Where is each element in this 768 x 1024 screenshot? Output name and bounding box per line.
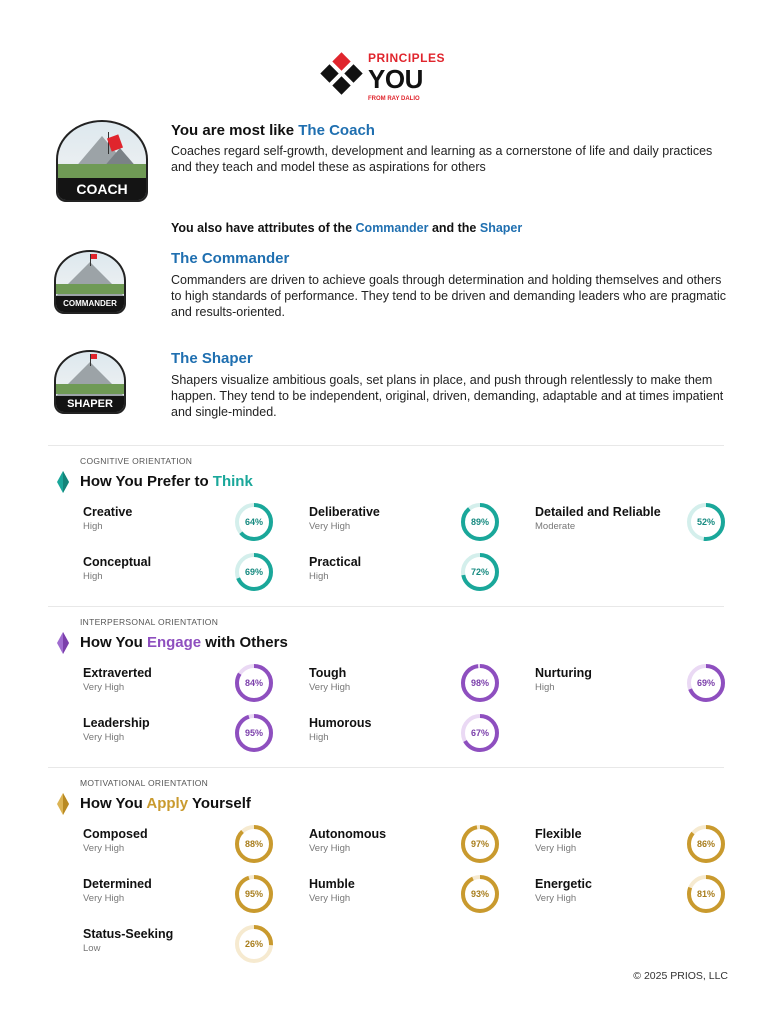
trait-percent: 69% (696, 678, 715, 688)
section-eyebrow: COGNITIVE ORIENTATION (80, 456, 193, 466)
trait-name: Conceptual (83, 555, 152, 569)
trait-score-ring (233, 501, 275, 543)
gold-diamond-icon (57, 793, 69, 815)
trait-item (309, 555, 509, 599)
also-middle: and the (428, 221, 480, 235)
purple-diamond-icon (57, 632, 69, 654)
trait-percent: 69% (244, 567, 263, 577)
trait-score-ring (233, 923, 275, 965)
trait-item (535, 827, 735, 871)
trait-level: Low (83, 943, 101, 954)
trait-name: Flexible (535, 827, 582, 841)
trait-score-ring (459, 551, 501, 593)
trait-item (535, 877, 735, 921)
trait-name: Status-Seeking (83, 927, 174, 941)
trait-item (83, 505, 283, 549)
brand-top: PRINCIPLES (368, 51, 446, 65)
also-second-archetype: Shaper (479, 221, 523, 235)
section-eyebrow: INTERPERSONAL ORIENTATION (80, 617, 219, 627)
trait-score-ring (685, 823, 727, 865)
trait-name: Autonomous (309, 827, 387, 841)
trait-name: Leadership (83, 716, 150, 730)
trait-level: Very High (83, 843, 125, 854)
trait-item (309, 877, 509, 921)
trait-name: Tough (309, 666, 347, 680)
also-prefix: You also have attributes of the (171, 221, 356, 235)
trait-percent: 26% (244, 939, 263, 949)
section-title: How You Prefer to Think (80, 473, 253, 490)
section-eyebrow: MOTIVATIONAL ORIENTATION (80, 778, 209, 788)
trait-score-ring (685, 873, 727, 915)
commander-badge (54, 250, 126, 314)
trait-name: Determined (83, 877, 152, 891)
brand-sub: FROM RAY DALIO (368, 96, 420, 102)
trait-score-ring (685, 501, 727, 543)
principles-you-logo (320, 50, 460, 106)
trait-name: Nurturing (535, 666, 592, 680)
trait-score-ring (459, 873, 501, 915)
trait-score-ring (459, 501, 501, 543)
trait-level: Very High (83, 732, 125, 743)
trait-name: Practical (309, 555, 362, 569)
trait-level: Very High (83, 893, 125, 904)
primary-title-prefix: You are most like (171, 122, 299, 139)
shaper-badge-label: SHAPER (56, 396, 124, 412)
trait-percent: 98% (470, 678, 489, 688)
trait-level: Very High (535, 893, 577, 904)
trait-item (309, 505, 509, 549)
trait-item (535, 666, 735, 710)
trait-percent: 97% (470, 839, 489, 849)
trait-percent: 95% (244, 728, 263, 738)
copyright: © 2025 PRIOS, LLC (633, 970, 728, 982)
trait-name: Humble (309, 877, 355, 891)
trait-name: Detailed and Reliable (535, 505, 661, 519)
trait-item (535, 505, 735, 549)
shaper-title: The Shaper (171, 350, 253, 367)
divider (48, 767, 724, 768)
commander-description: Commanders are driven to achieve goals through determination and holding themselves and others to high standards of performance. They tend to be driven and demanding leaders who are pragmatic and results-oriented. (171, 273, 726, 319)
trait-item (309, 827, 509, 871)
also-first-archetype: Commander (355, 221, 429, 235)
trait-item (83, 927, 283, 971)
trait-level: Very High (535, 843, 577, 854)
trait-name: Deliberative (309, 505, 380, 519)
trait-level: High (83, 521, 103, 532)
trait-item (83, 666, 283, 710)
primary-archetype-name: The Coach (298, 122, 375, 139)
coach-badge-label: COACH (58, 178, 146, 200)
trait-score-ring (233, 551, 275, 593)
trait-name: Humorous (309, 716, 372, 730)
trait-level: High (83, 571, 103, 582)
divider (48, 606, 724, 607)
trait-item (83, 716, 283, 760)
trait-percent: 64% (244, 517, 263, 527)
trait-percent: 81% (696, 889, 715, 899)
trait-item (83, 877, 283, 921)
primary-title (171, 122, 375, 139)
commander-title: The Commander (171, 250, 290, 267)
brand-main: YOU (368, 64, 423, 94)
trait-score-ring (233, 823, 275, 865)
trait-level: Very High (309, 893, 351, 904)
trait-level: High (309, 732, 329, 743)
trait-score-ring (459, 823, 501, 865)
trait-level: High (309, 571, 329, 582)
trait-level: Very High (309, 843, 351, 854)
shaper-badge (54, 350, 126, 414)
trait-name: Composed (83, 827, 148, 841)
trait-name: Energetic (535, 877, 592, 891)
trait-level: Moderate (535, 521, 576, 532)
trait-score-ring (459, 712, 501, 754)
trait-percent: 93% (470, 889, 489, 899)
trait-item (83, 827, 283, 871)
trait-item (83, 555, 283, 599)
trait-item (309, 716, 509, 760)
section-title: How You Engage with Others (80, 634, 288, 651)
commander-badge-label: COMMANDER (56, 296, 124, 312)
trait-percent: 84% (244, 678, 263, 688)
trait-percent: 89% (470, 517, 489, 527)
trait-score-ring (233, 873, 275, 915)
trait-score-ring (233, 662, 275, 704)
trait-item (309, 666, 509, 710)
trait-name: Creative (83, 505, 133, 519)
trait-percent: 72% (470, 567, 489, 577)
trait-score-ring (459, 662, 501, 704)
teal-diamond-icon (57, 471, 69, 493)
primary-description: Coaches regard self-growth, development and learning as a cornerstone of life and daily practices and they teach and model these as aspirations for others (171, 144, 713, 174)
trait-percent: 67% (470, 728, 489, 738)
logo-diamond (344, 64, 362, 82)
coach-badge (56, 120, 148, 202)
trait-level: Very High (309, 521, 351, 532)
trait-level: Very High (309, 682, 351, 693)
trait-score-ring (685, 662, 727, 704)
also-attributes-line (171, 221, 522, 235)
trait-percent: 95% (244, 889, 263, 899)
trait-name: Extraverted (83, 666, 152, 680)
trait-level: High (535, 682, 555, 693)
shaper-description: Shapers visualize ambitious goals, set plans in place, and push through relentlessly to make them happen. They tend to be independent, original, driven, demanding, adaptable and at times impatient and single-minded. (171, 373, 724, 419)
divider (48, 445, 724, 446)
trait-score-ring (233, 712, 275, 754)
logo-diamond (332, 76, 350, 94)
trait-percent: 52% (696, 517, 715, 527)
trait-percent: 88% (244, 839, 263, 849)
trait-level: Very High (83, 682, 125, 693)
section-title: How You Apply Yourself (80, 795, 251, 812)
trait-percent: 86% (696, 839, 715, 849)
